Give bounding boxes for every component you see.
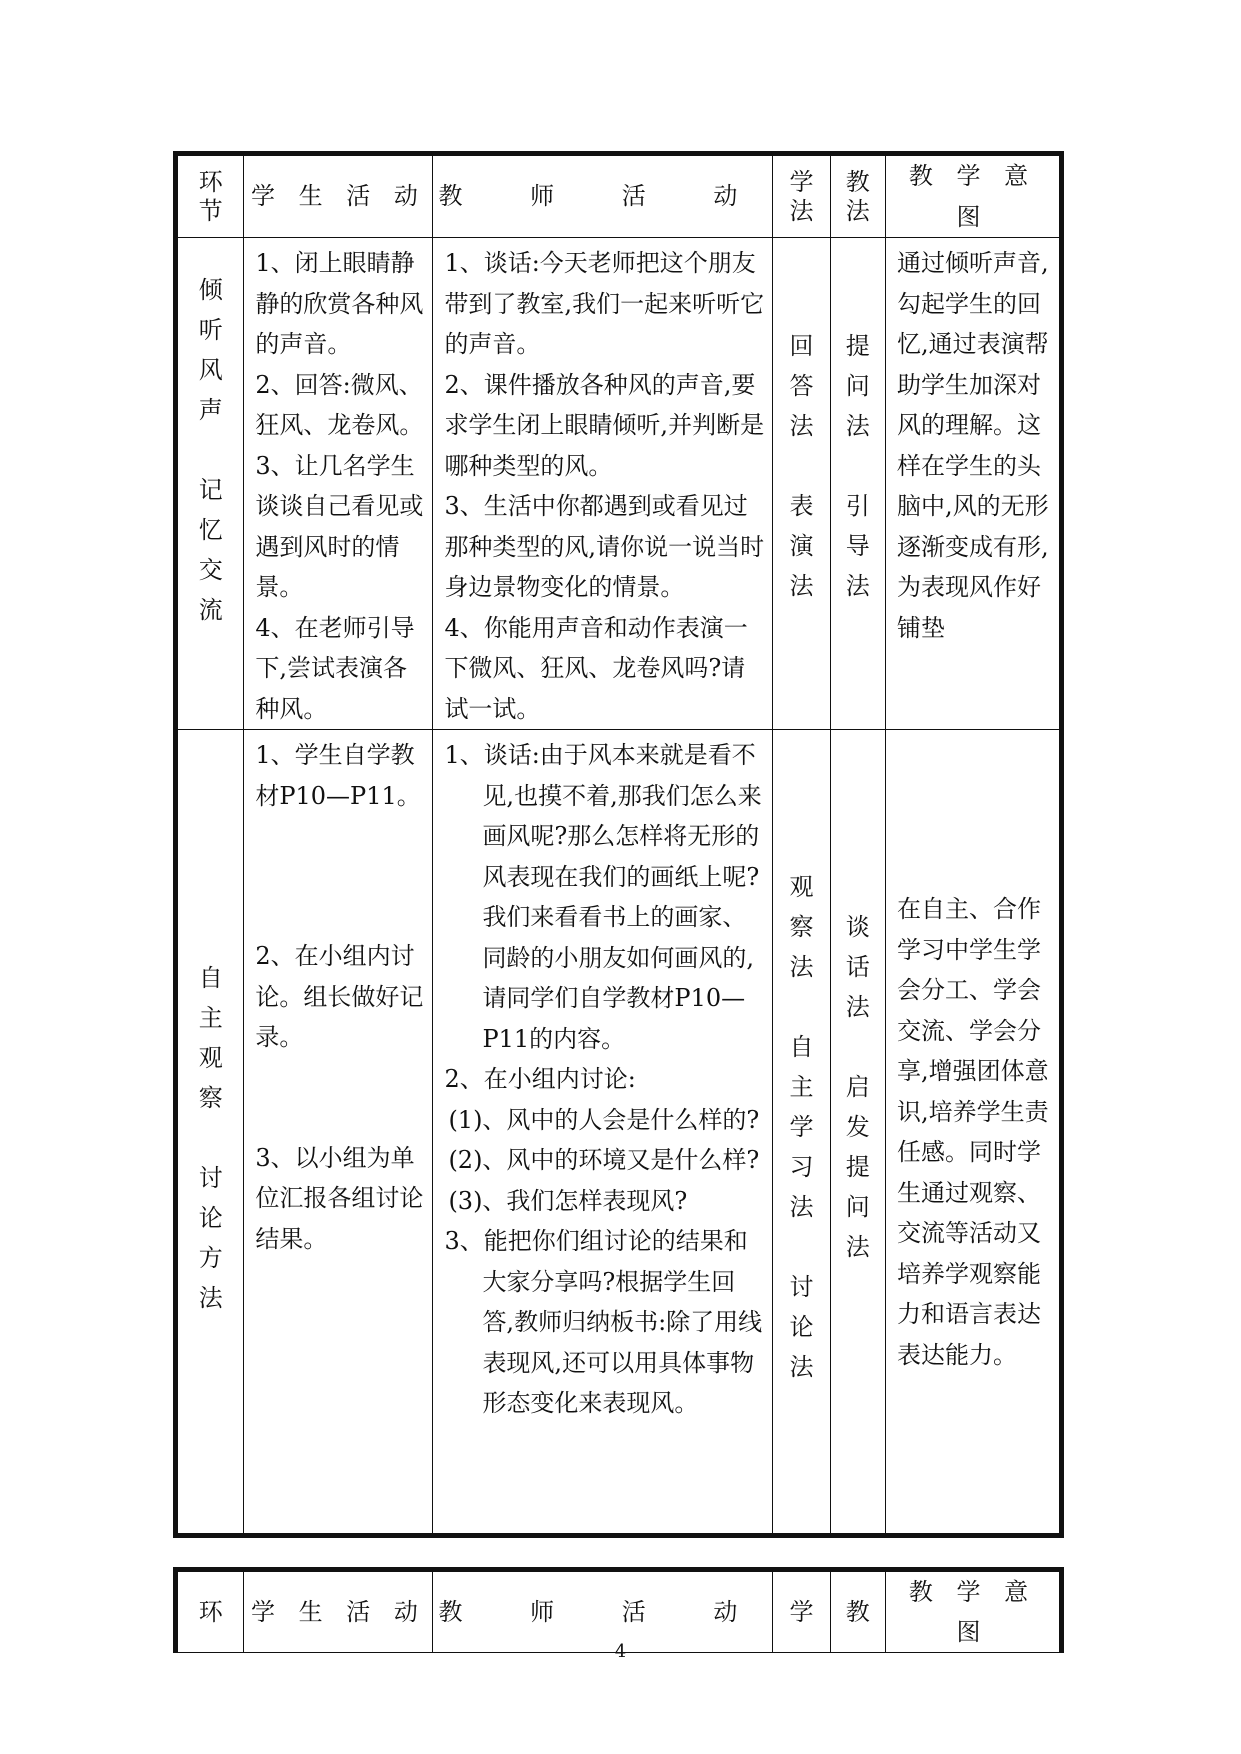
teach-method-cell xyxy=(830,730,885,1536)
student-activity-item: 4、在老师引导下,尝试表演各种风。 xyxy=(255,613,415,723)
teach-method-label: 谈 话 法 启 发 提 问 法 xyxy=(845,913,870,1261)
header-learn: 学 xyxy=(773,1570,830,1653)
student-activity-cell xyxy=(244,730,433,1536)
teacher-activity-item: 1、谈话:今天老师把这个朋友带到了教室,我们一起来听听它的声音。 xyxy=(444,249,765,358)
student-activity-item: 3、以小组为单位汇报各组讨论结果。 xyxy=(255,1143,424,1253)
section-label: 倾 听 风 声 记 忆 交 流 xyxy=(198,276,223,624)
student-activity-item: 1、闭上眼睛静静的欣赏各种风的声音。 xyxy=(255,249,424,358)
header-intent: 教 学 意 图 xyxy=(885,154,1061,238)
teacher-activity-subitem: (1)、风中的人会是什么样的? xyxy=(448,1105,760,1134)
header-student: 学 生 活 动 xyxy=(244,154,433,238)
header-section-text: 环 节 xyxy=(198,167,223,225)
teacher-activity-item: 3、生活中你都遇到或看见过那种类型的风,请你说一说当时身边景物变化的情景。 xyxy=(444,492,765,601)
student-activity-cell xyxy=(244,238,433,730)
header-teacher: 教 师 活 动 xyxy=(433,1570,773,1653)
teacher-activity-subitem: (2)、风中的环境又是什么样? xyxy=(448,1146,760,1174)
teacher-activity-cell xyxy=(433,730,773,1536)
teacher-activity-subitem: (3)、我们怎样表现风? xyxy=(448,1186,688,1215)
student-activity-item: 3、让几名学生谈谈自己看见或遇到风时的情景。 xyxy=(255,451,424,601)
header-teach: 教 xyxy=(830,1570,885,1653)
teacher-activity-item: 3、能把你们组讨论的结果和大家分享吗?根据学生回答,教师归纳板书:除了用线表现风,还可以用具体事物形态变化来表现风。 xyxy=(444,1227,763,1417)
intent-cell: 在自主、合作学习中学生学会分工、学会交流、学会分享,增强团体意识,培养学生责任感。同时学生通过观察、交流等活动又培养学观察能力和语言表达表达能力。 xyxy=(885,730,1061,1536)
teacher-activity-item: 2、在小组内讨论: xyxy=(444,1065,636,1093)
learn-method-cell xyxy=(773,730,830,1536)
header-section: 环 xyxy=(176,1570,244,1653)
learn-method-label: 观 察 法 自 主 学 习 法 讨 论 法 xyxy=(789,873,814,1381)
teacher-activity-cell xyxy=(433,238,773,730)
lesson-plan-table xyxy=(173,151,1064,1538)
header-intent: 教 学 意 图 xyxy=(885,1570,1061,1653)
table-row xyxy=(176,730,1062,1536)
teacher-activity-item: 4、你能用声音和动作表演一下微风、狂风、龙卷风吗?请试一试。 xyxy=(444,613,748,723)
header-learn: 学 法 xyxy=(773,154,830,238)
header-student: 学 生 活 动 xyxy=(244,1570,433,1653)
section-cell xyxy=(176,730,244,1536)
teach-method-label: 提 问 法 引 导 法 xyxy=(845,332,870,600)
teach-method-cell xyxy=(830,238,885,730)
teacher-activity-item: 2、课件播放各种风的声音,要求学生闭上眼睛倾听,并判断是哪种类型的风。 xyxy=(444,370,765,480)
learn-method-cell xyxy=(773,238,830,730)
section-label: 自 主 观 察 讨 论 方 法 xyxy=(198,964,223,1312)
section-cell xyxy=(176,238,244,730)
table-row xyxy=(176,238,1062,730)
header-section xyxy=(176,154,244,238)
header-teach: 教 法 xyxy=(830,154,885,238)
table-header-row xyxy=(176,154,1062,238)
learn-method-label: 回 答 法 表 演 法 xyxy=(789,332,814,600)
student-activity-item: 2、回答:微风、狂风、龙卷风。 xyxy=(255,370,424,439)
student-activity-item: 1、学生自学教材P10—P11。 xyxy=(255,741,421,810)
teacher-activity-item: 1、谈话:由于风本来就是看不见,也摸不着,那我们怎么来画风呢?那么怎样将无形的风表现在我们的画纸上呢?我们来看看书上的画家、同龄的小朋友如何画风的,请同学们自学教材P10—P11的内容。 xyxy=(444,741,762,1053)
student-activity-item: 2、在小组内讨论。组长做好记录。 xyxy=(255,942,424,1051)
page-number: 4 xyxy=(614,1641,627,1662)
intent-cell: 通过倾听声音,勾起学生的回忆,通过表演帮助学生加深对风的理解。这样在学生的头脑中,风的无形逐渐变成有形,为表现风作好铺垫 xyxy=(885,238,1061,730)
header-teacher: 教 师 活 动 xyxy=(433,154,773,238)
